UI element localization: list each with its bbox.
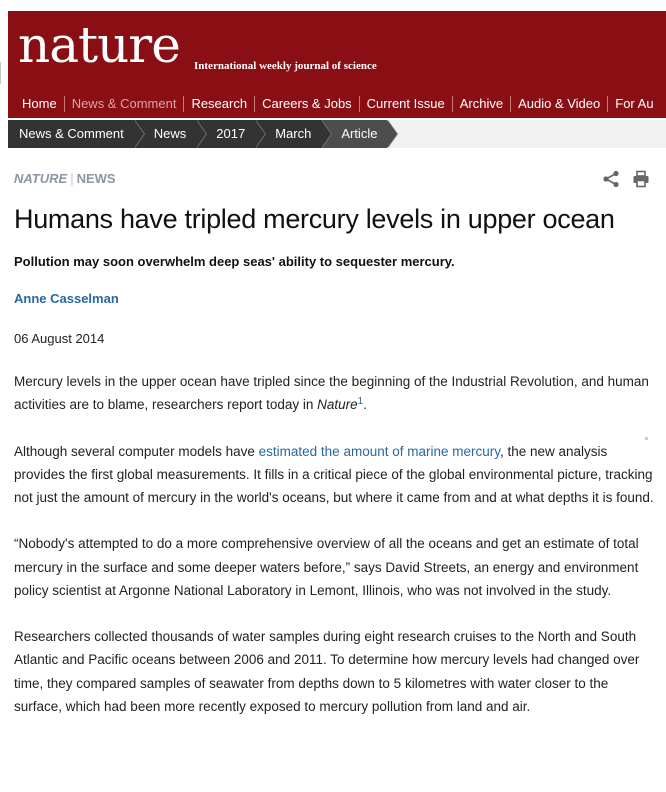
paragraph-2-before: Although several computer models have [14,443,259,459]
nav-audio-video[interactable]: Audio & Video [511,96,608,112]
journal-reference: Nature [317,397,358,413]
masthead [8,11,666,118]
main-nav [8,90,666,118]
nav-home[interactable]: Home [8,96,65,112]
paragraph-2 [14,440,654,510]
article-tools [602,170,650,188]
kicker-separator: | [70,171,74,186]
paragraph-1-end: . [363,397,367,413]
nav-for-authors[interactable]: For Au [615,96,654,111]
share-icon[interactable] [602,170,620,188]
nav-research[interactable]: Research [184,96,255,112]
paragraph-4: Researchers collected thousands of water samples during eight research cruises to the North and South Atlantic and Pacific oceans between 2006 and 2011. To determine how mercury levels had changed over time, they compared samples of seawater from depths down to 5 kilometres with water closer to the surface, which had been more recently exposed to mercury pollution from land and air. [14,629,640,714]
print-icon[interactable] [632,170,650,188]
marine-mercury-link[interactable]: estimated the amount of marine mercury [258,443,500,459]
page-edge [0,0,8,792]
breadcrumb-news-comment[interactable]: News & Comment [8,120,134,148]
kicker-section[interactable]: NEWS [76,171,116,186]
paragraph-1 [14,370,654,416]
tagline: International weekly journal of science [194,60,377,72]
scroll-marker [645,437,648,440]
reference-1-link[interactable]: 1 [357,396,364,408]
breadcrumb-year[interactable]: 2017 [196,120,255,148]
paragraph-2-after: , the new analysis provides the first global measurements. It fills in a critical piece of the global environmental picture, tracking not just the amount of mercury in the world's oceans, but where it came from and at what depths it is found. [14,443,654,505]
article-kicker [14,171,116,186]
article-standfirst: Pollution may soon overwhelm deep seas' ability to sequester mercury. [14,254,455,269]
kicker-journal[interactable]: NATURE [14,171,68,186]
breadcrumb-month[interactable]: March [255,120,321,148]
publication-date: 06 August 2014 [14,331,105,346]
breadcrumb [8,120,666,148]
nav-archive[interactable]: Archive [453,96,511,112]
nav-careers-jobs[interactable]: Careers & Jobs [255,96,360,112]
nature-logo[interactable]: nature [18,16,180,74]
paragraph-1-text: Mercury levels in the upper ocean have tripled since the beginning of the Industrial Revolution, and human activities are to blame, researchers report today in [14,374,649,413]
paragraph-3: “Nobody's attempted to do a more comprehensive overview of all the oceans and get an estimate of total mercury in the surface and some deeper waters before,” says David Streets, an energy and environment policy scientist at Argonne National Laboratory in Lemont, Illinois, who was not involved in the study. [14,536,639,598]
author-link[interactable]: Anne Casselman [14,291,119,306]
breadcrumb-article: Article [321,120,387,148]
article-body [14,370,654,741]
article-title: Humans have tripled mercury levels in upper ocean [14,204,615,234]
nav-current-issue[interactable]: Current Issue [360,96,453,112]
nav-news-comment[interactable]: News & Comment [65,96,185,112]
breadcrumb-news[interactable]: News [134,120,197,148]
